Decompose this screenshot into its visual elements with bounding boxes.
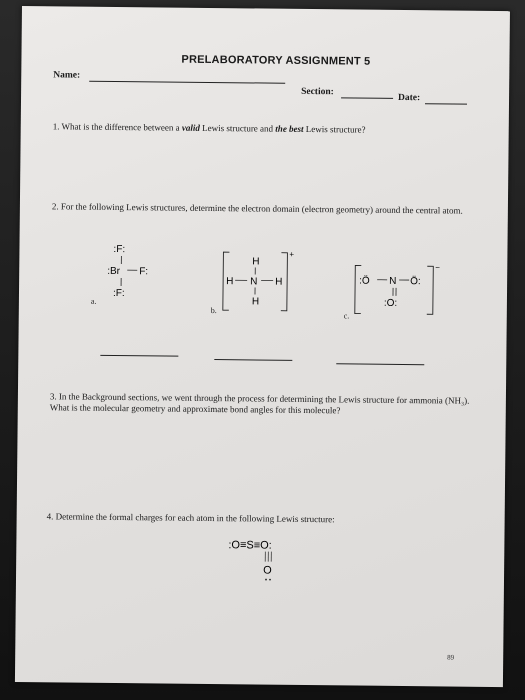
date-label: Date: bbox=[398, 92, 421, 104]
question-1-number: 1. bbox=[52, 121, 60, 132]
question-1-text-a: What is the difference between a bbox=[61, 121, 182, 133]
question-3 bbox=[50, 391, 480, 418]
structure-b-bottom-h: H bbox=[251, 296, 260, 308]
question-3-number: 3. bbox=[49, 391, 57, 402]
structure-b-left-h: H bbox=[226, 276, 234, 288]
structure-q4-bottom-o: O bbox=[263, 564, 272, 577]
structure-b-top-h: H bbox=[252, 256, 260, 268]
question-1 bbox=[53, 121, 473, 136]
structure-a-label: a. bbox=[90, 296, 97, 306]
structure-a bbox=[107, 242, 168, 316]
structure-c-label: c. bbox=[343, 311, 350, 321]
structure-c-diagram bbox=[349, 257, 440, 318]
structure-a-bottom-f: :F: bbox=[112, 287, 125, 300]
structure-c-n: N bbox=[389, 275, 397, 287]
answer-line-c[interactable] bbox=[336, 363, 424, 365]
structure-q4-oso: :O≡S≡O: bbox=[228, 539, 272, 552]
structure-c bbox=[349, 257, 440, 321]
question-4-number: 4. bbox=[46, 511, 54, 522]
structure-c-bottom-o: :O: bbox=[383, 297, 398, 309]
date-line bbox=[425, 103, 467, 104]
question-3-text: In the Background sections, we went through the process for determining the Lewis structure for ammonia (NH₃). What is the molecular geometry and approximate bond angles for this molecule? bbox=[49, 391, 470, 416]
question-1-text-b: Lewis structure and bbox=[199, 122, 276, 134]
structure-b-charge: + bbox=[289, 249, 295, 259]
structure-c-left-o: :Ö bbox=[359, 275, 370, 287]
structure-b-right-h: H bbox=[275, 276, 283, 288]
structure-a-right-f: F: bbox=[139, 266, 149, 278]
structure-c-right-o: Ö: bbox=[410, 276, 421, 288]
question-1-valid: valid bbox=[181, 122, 200, 133]
name-label: Name: bbox=[53, 70, 81, 81]
page-title: PRELABORATORY ASSIGNMENT 5 bbox=[181, 53, 371, 68]
structure-a-diagram bbox=[107, 242, 168, 313]
answer-line-b[interactable] bbox=[214, 359, 292, 361]
question-2 bbox=[52, 201, 492, 217]
question-2-text: For the following Lewis structures, determine the electron domain (electron geometry) around the central atom. bbox=[60, 201, 463, 216]
section-line bbox=[341, 97, 393, 99]
structure-a-top-f: :F: bbox=[113, 243, 126, 256]
structure-c-charge: − bbox=[435, 263, 440, 273]
question-4-text: Determine the formal charges for each atom in the following Lewis structure: bbox=[55, 511, 335, 525]
structure-a-br: :Br bbox=[107, 265, 121, 278]
structure-b-label: b. bbox=[210, 305, 217, 316]
structure-b-diagram bbox=[219, 248, 300, 319]
structure-q4-diagram bbox=[224, 534, 315, 585]
answer-line-a[interactable] bbox=[100, 355, 178, 357]
question-1-best: the best bbox=[275, 123, 304, 134]
question-4 bbox=[47, 511, 477, 527]
section-label: Section: bbox=[301, 86, 334, 98]
structure-q4 bbox=[224, 534, 315, 588]
worksheet-page bbox=[15, 6, 510, 687]
page-number: 89 bbox=[447, 653, 455, 662]
question-1-text-c: Lewis structure? bbox=[303, 123, 366, 135]
structure-b bbox=[219, 248, 300, 322]
name-line bbox=[89, 81, 285, 84]
question-2-number: 2. bbox=[51, 201, 59, 212]
structure-b-n: N bbox=[250, 276, 258, 288]
